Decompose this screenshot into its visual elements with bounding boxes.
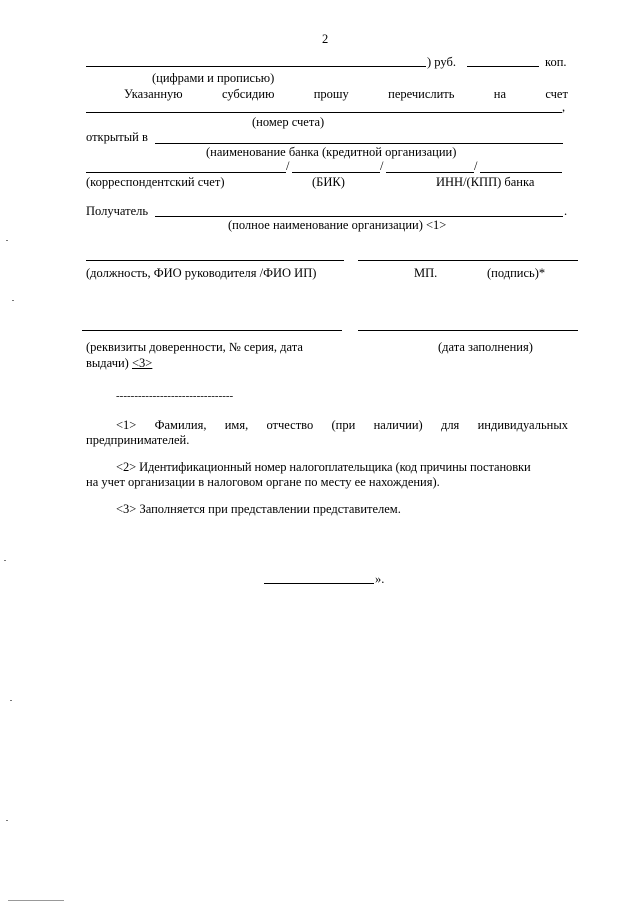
stamp-label: МП.: [414, 266, 438, 280]
rub-suffix: ) руб.: [427, 55, 456, 69]
signature-hint: (подпись)*: [487, 266, 546, 280]
amount-input-line[interactable]: [86, 66, 426, 67]
date-hint: (дата заполнения): [438, 340, 533, 354]
date-input-line[interactable]: [358, 330, 578, 331]
slash-3: /: [474, 159, 478, 173]
position-input-line[interactable]: [86, 260, 344, 261]
footnote-2-line2: на учет организации в налоговом органе по месту ее нахождения).: [86, 475, 440, 489]
fn1-word: наличии): [373, 418, 423, 432]
request-word: перечислить: [388, 87, 455, 101]
opened-in-label: открытый в: [86, 130, 148, 144]
request-word: счет: [545, 87, 568, 101]
request-line: [124, 87, 568, 102]
footnote-3-link[interactable]: <3>: [131, 356, 153, 370]
amount-hint: (цифрами и прописью): [152, 71, 275, 85]
recipient-label: Получатель: [86, 204, 149, 218]
fn1-word: Фамилия,: [154, 418, 207, 432]
bik-hint: (БИК): [312, 175, 345, 189]
account-number-input-line[interactable]: [86, 112, 562, 113]
request-word: прошу: [313, 87, 349, 101]
proxy-hint-line2: [86, 356, 152, 371]
signature-input-line[interactable]: [358, 260, 578, 261]
kop-label: коп.: [545, 55, 567, 69]
kop-input-line[interactable]: [467, 66, 539, 67]
bank-name-input-line[interactable]: [155, 143, 563, 144]
slash-1: /: [286, 159, 290, 173]
account-hint: (номер счета): [252, 115, 325, 129]
corr-account-hint: (корреспондентский счет): [86, 175, 225, 189]
proxy-input-line[interactable]: [82, 330, 342, 331]
position-hint: (должность, ФИО руководителя /ФИО ИП): [86, 266, 317, 280]
fn1-word: для: [440, 418, 460, 432]
request-word: субсидию: [221, 87, 275, 101]
footnote-separator: --------------------------------: [116, 390, 234, 402]
request-word: на: [493, 87, 507, 101]
recipient-end-dot: .: [564, 204, 568, 218]
corr-account-input-line[interactable]: [86, 172, 286, 173]
fn1-word: имя,: [224, 418, 249, 432]
kpp-input-line[interactable]: [480, 172, 562, 173]
footnote-1-line1: [116, 418, 568, 433]
closing-quote: ».: [375, 572, 385, 586]
proxy-hint-line1: (реквизиты доверенности, № серия, дата: [86, 340, 303, 354]
fn1-word: отчество: [266, 418, 314, 432]
recipient-input-line[interactable]: [155, 216, 563, 217]
bank-hint: (наименование банка (кредитной организации): [206, 145, 457, 159]
request-word: Указанную: [124, 87, 183, 101]
footnote-1-line2: предпринимателей.: [86, 433, 190, 447]
fn1-word: (при: [331, 418, 356, 432]
inn-input-line[interactable]: [386, 172, 474, 173]
closing-input-line[interactable]: [264, 583, 374, 584]
footnote-2-line1: <2> Идентификационный номер налогоплательщика (код причины постановки: [116, 460, 531, 474]
fn1-word: <1>: [116, 418, 137, 432]
proxy-hint-prefix: выдачи): [86, 356, 129, 370]
inn-kpp-hint: ИНН/(КПП) банка: [436, 175, 535, 189]
slash-2: /: [380, 159, 384, 173]
page-number: 2: [322, 32, 329, 46]
scan-edge-line: [8, 900, 64, 901]
fn1-word: индивидуальных: [477, 418, 568, 432]
recipient-hint: (полное наименование организации) <1>: [228, 218, 447, 232]
trailing-comma: ,: [562, 100, 566, 114]
footnote-3: <3> Заполняется при представлении представителем.: [116, 502, 401, 516]
bik-input-line[interactable]: [292, 172, 380, 173]
